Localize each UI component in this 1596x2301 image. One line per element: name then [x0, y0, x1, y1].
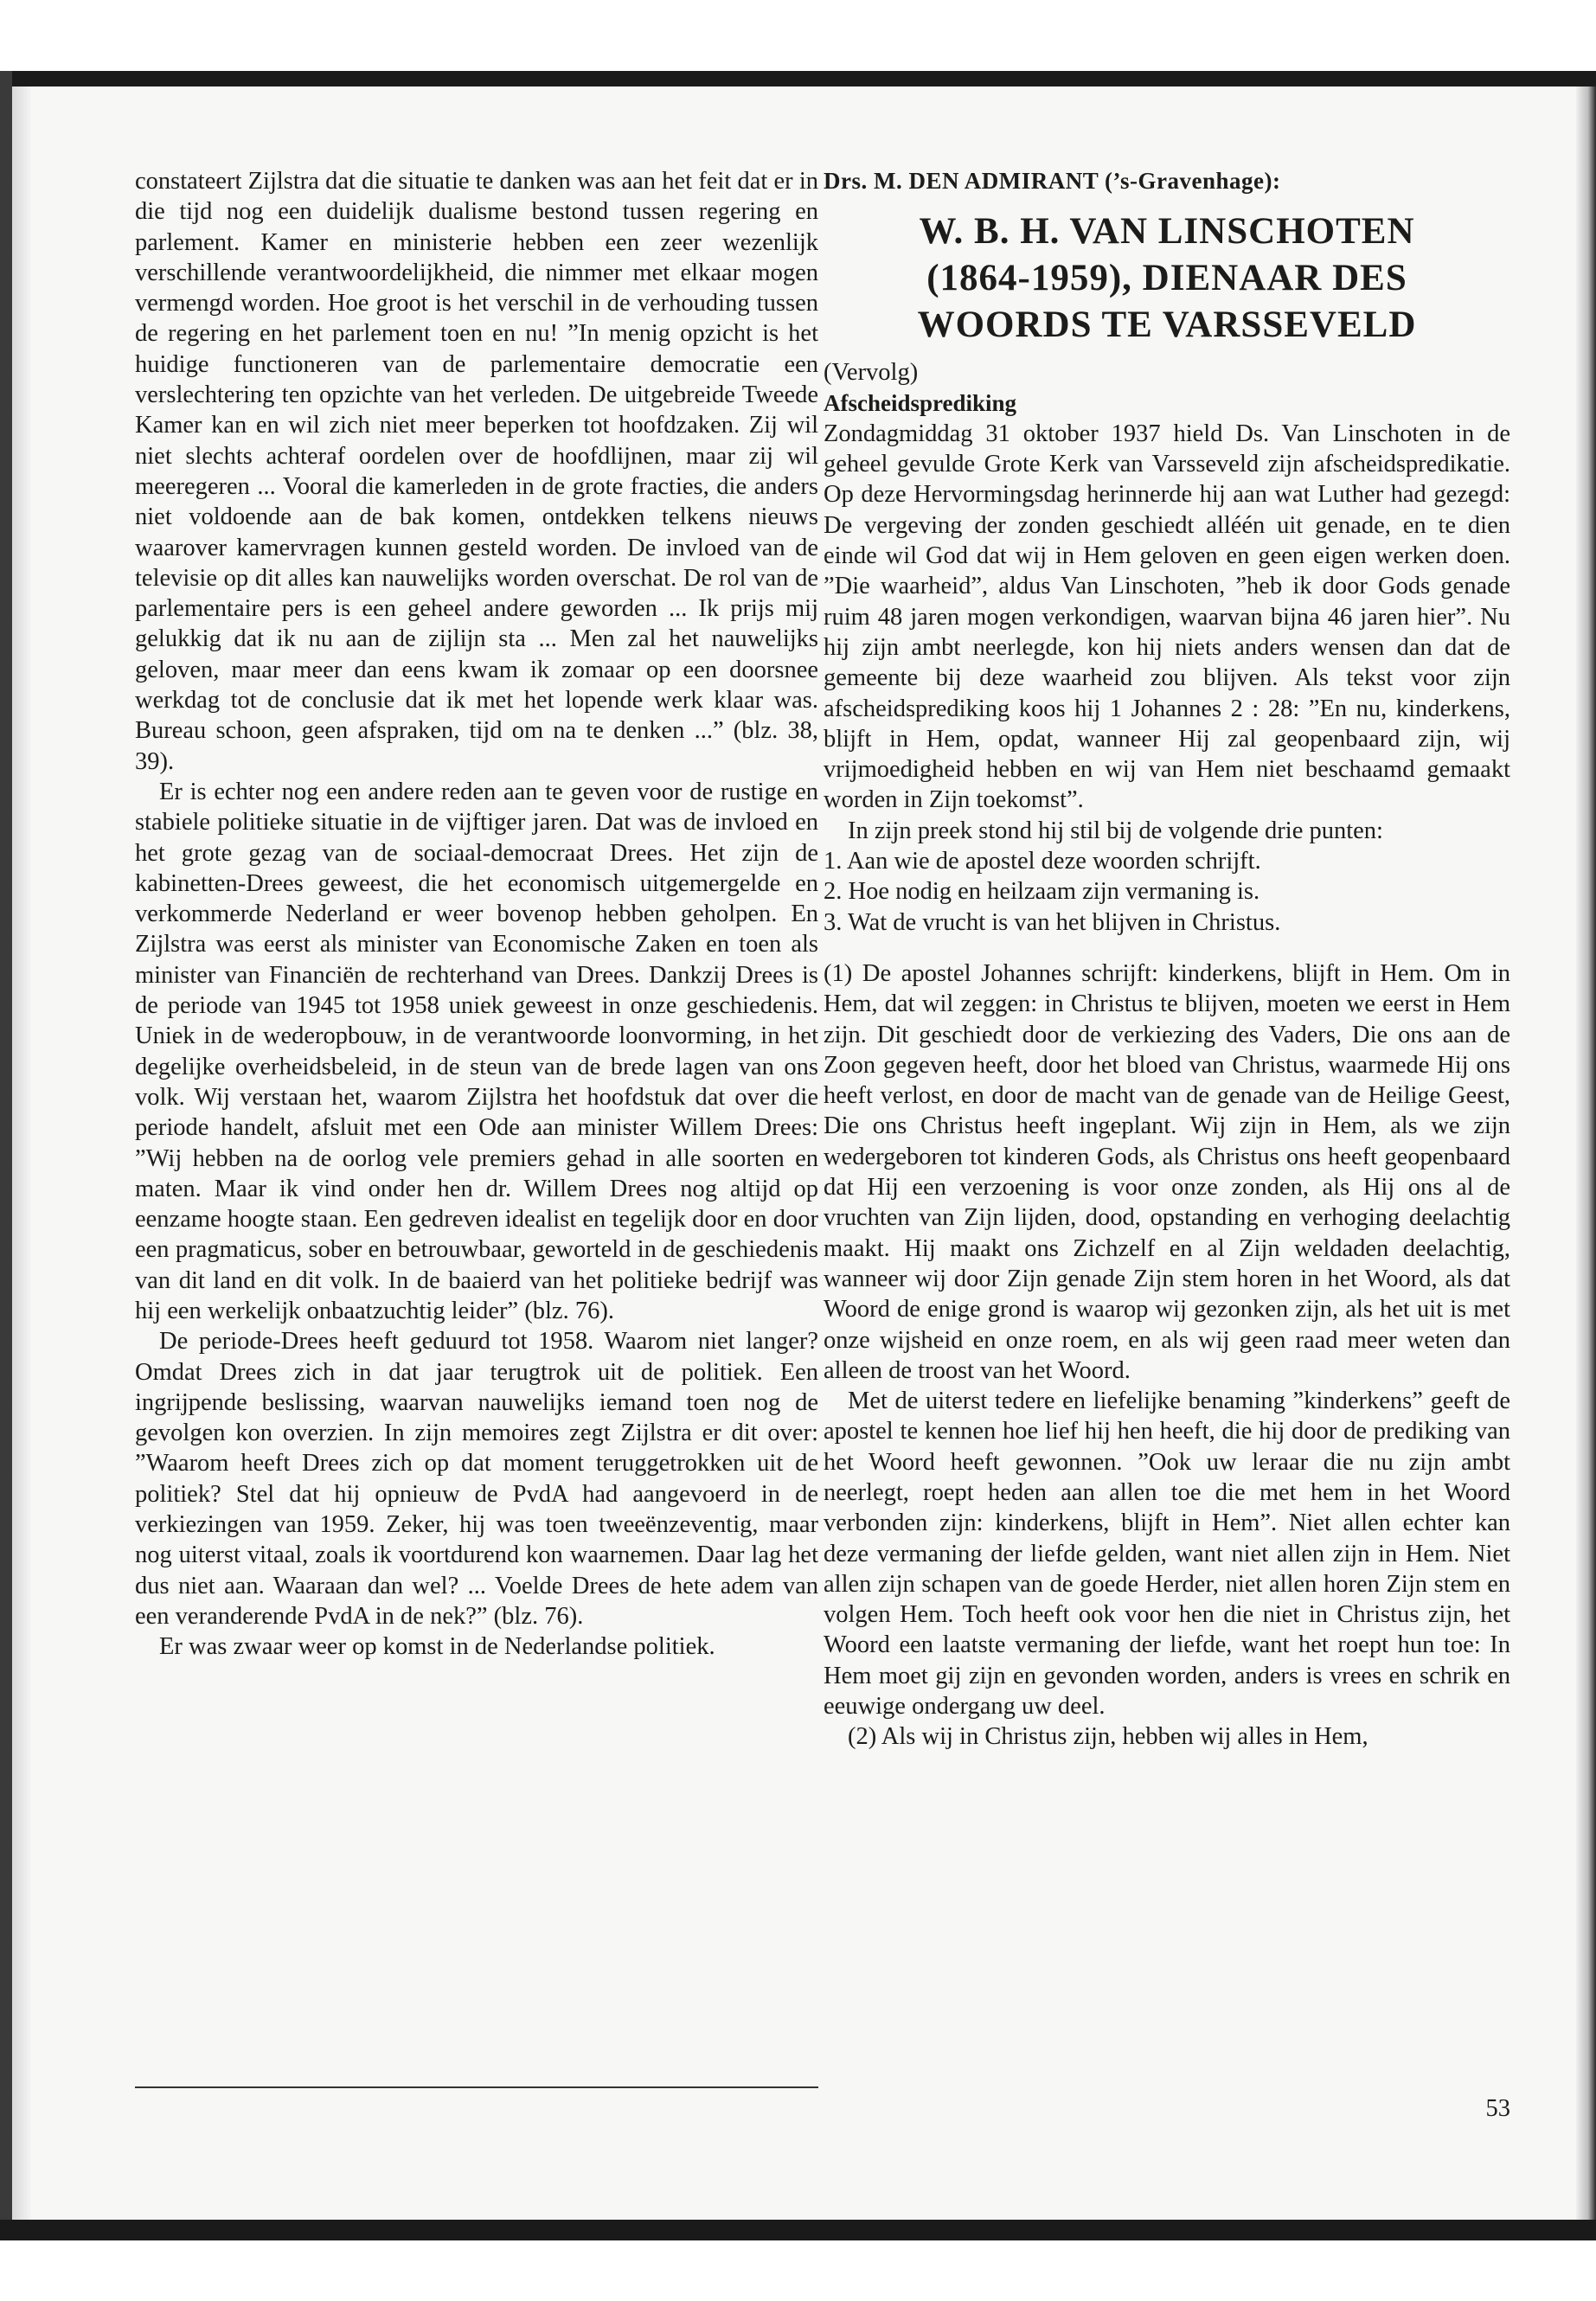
sermon-point: 3. Wat de vrucht is van het blijven in Christus. [824, 908, 1281, 936]
left-paragraph: Er was zwaar weer op komst in de Nederlandse politiek. [159, 1633, 715, 1661]
paragraph-gap [824, 938, 1510, 958]
sermon-point: 1. Aan wie de apostel deze woorden schrijft. [824, 848, 1261, 875]
sermon-point: 2. Hoe nodig en heilzaam zijn vermaning is. [824, 878, 1260, 906]
title-line: (1864-1959), DIENAAR DES [926, 258, 1407, 299]
section-heading: Afscheidsprediking [824, 389, 1017, 416]
left-paragraph: constateert Zijlstra dat die situatie te danken was aan het feit dat er in die tijd nog een duidelijk dualisme bestond tussen regering en parlement. Kamer en ministerie hebben een zeer wezenlijk verschillende verantwoordelijkheid, die nimmer met elkaar mogen vermengd worden. Hoe groot is het verschil in de verhouding tussen de regering en het parlement toen en nu! ”In menig opzicht is het huidige functioneren van de parlementaire democratie een verslechtering ten opzichte van het verleden. De uitgebreide Tweede Kamer kan en wil zich niet meer beperken tot hoofdzaken. Zij wil niet slechts achteraf oordelen over de hoofdlijnen, maar zij wil meeregeren ... Vooral die kamerleden in de grote fracties, die anders niet voldoende aan de bak komen, ontdekken telkens nieuws waarover kamervragen kunnen gesteld worden. De invloed van de televisie op dit alles kan nauwelijks worden overschat. De rol van de parlementaire pers is een geheel andere geworden ... Ik prijs mij gelukkig dat ik nu aan de zijlijn sta ... Men zal het nauwelijks geloven, maar meer dan eens kwam ik zomaar op een doorsnee werkdag tot de conclusie dat ik met het lopende werk klaar was. Bureau schoon, geen afspraken, tijd om na te denken ...” (blz. 38, 39). [135, 168, 818, 775]
left-paragraph: Er is echter nog een andere reden aan te geven voor de rustige en stabiele politieke situatie in de vijftiger jaren. Dat was de invloed en het grote gezag van de sociaal-democraat Drees. Het zijn de kabinetten-Drees geweest, die het economisch uitgemergelde en verkommerde Nederland er weer bovenop hebben geholpen. En Zijlstra was eerst als minister van Economische Zaken en toen als minister van Financiën de rechterhand van Drees. Dankzij Drees is de periode van 1945 tot 1958 uniek geweest in onze geschiedenis. Uniek in de wederopbouw, in de verantwoorde loonvorming, in het degelijke overheidsbeleid, in de steun van de brede lagen van ons volk. Wij verstaan het, waarom Zijlstra het hoofdstuk dat over die periode handelt, afsluit met een Ode aan minister Willem Drees: ”Wij hebben na de oorlog vele premiers gehad in alle soorten en maten. Maar ik vind onder hen dr. Willem Drees nog altijd op eenzame hoogte staan. Een gedreven idealist en tegelijk door en door een pragmaticus, sober en betrouwbaar, geworteld in de geschiedenis van dit land en dit volk. In de baaierd van het politieke bedrijf was hij een werkelijk onbaatzuchtig leider” (blz. 76). [135, 778, 818, 1324]
magazine-page [31, 87, 1576, 2220]
article-subtitle: (Vervolg) [824, 359, 919, 387]
right-paragraph: (1) De apostel Johannes schrijft: kinderkens, blijft in Hem. Om in Hem, dat wil zeggen: in Christus te blijven, moeten we eerst in Hem zijn. Dit geschiedt door de verkiezing des Vaders, Die ons aan de Zoon gegeven heeft, door het bloed van Christus, waarmede Hij ons heeft verlost, en door de macht van de genade van de Heilige Geest, Die ons Christus heeft ingeplant. Wij zijn in Hem, als we zijn wedergeboren tot kinderen Gods, als Christus ons heeft geopenbaard dat Hij een verzoening is voor onze zonden, als Hij ons al de vruchten van Zijn lijden, dood, opstanding en verhoging deelachtig maakt. Hij maakt ons Zichzelf en al Zijn weldaden deelachtig, wanneer wij door Zijn genade Zijn stem horen in het Woord, als dat Woord de enige grond is waarop wij gezonken zijn, als het uit is met onze wijsheid en onze roem, en als wij geen raad meer weten dan alleen de troost van het Woord. [824, 959, 1510, 1384]
scan-border-top [0, 71, 1596, 87]
sermon-points [824, 846, 1510, 938]
scan-border-bottom [0, 2220, 1596, 2240]
book-gutter [12, 87, 31, 2220]
right-paragraph: In zijn preek stond hij stil bij de volgende drie punten: [848, 817, 1383, 844]
right-paragraph: (2) Als wij in Christus zijn, hebben wij alles in Hem, [848, 1723, 1368, 1751]
title-line: WOORDS TE VARSSEVELD [917, 304, 1417, 346]
right-paragraph: Zondagmiddag 31 oktober 1937 hield Ds. Van Linschoten in de geheel gevulde Grote Kerk van Varsseveld zijn afscheidspredikatie. Op deze Hervormingsdag herinnerde hij aan wat Luther had gezegd: De vergeving der zonden geschiedt alléén uit genade, en te dien einde wil God dat wij in Hem geloven en geen eigen werken doen. ”Die waarheid”, aldus Van Linschoten, ”heb ik door Gods genade ruim 48 jaren mogen verkondigen, waarvan bijna 46 jaren hier”. Nu hij zijn ambt neerlegde, kon hij niets anders wensen dan dat de gemeente bij deze waarheid zou blijven. Als tekst voor zijn afscheidsprediking koos hij 1 Johannes 2 : 28: ”En nu, kinderkens, blijft in Hem, opdat, wanneer Hij zal geopenbaard zijn, wij vrijmoedigheid hebben en wij van Hem niet beschaamd gemaakt worden in Zijn toekomst”. [824, 420, 1510, 814]
article-title [824, 208, 1510, 349]
title-line: W. B. H. VAN LINSCHOTEN [919, 211, 1415, 253]
right-paragraph: Met de uiterst tedere en liefelijke benaming ”kinderkens” geeft de apostel te kennen hoe lief hij hen heeft, die hij door de prediking van het Woord heeft gewonnen. ”Ook uw leraar die nu zijn ambt neerlegt, roept heden aan allen toe die met hem in het Woord verbonden zijn: kinderkens, blijft in Hem”. Niet allen echter kan deze vermaning der liefde gelden, want niet allen zijn in Hem. Niet allen zijn schapen van de goede Herder, niet allen horen Zijn stem en volgen Hem. Toch heeft ook voor hen die niet in Christus zijn, het Woord een laatste vermaning der liefde, want het roept hun toe: In Hem moet gij zijn en gevonden worden, anders is vrees en schrik en eeuwige ondergang uw deel. [824, 1388, 1510, 1721]
left-paragraph: De periode-Drees heeft geduurd tot 1958. Waarom niet langer? Omdat Drees zich in dat jaar terugtrok uit de politiek. Een ingrijpende beslissing, waarvan nauwelijks iemand toen nog de gevolgen kon overzien. In zijn memoires zegt Zijlstra er dit over: ”Waarom heeft Drees zich op dat moment teruggetrokken uit de politiek? Stel dat hij opnieuw de PvdA had aangevoerd in de verkiezingen van 1959. Zeker, hij was toen tweeënzeventig, maar nog uiterst vitaal, zoals ik voortdurend kon waarnemen. Daar lag het dus niet aan. Waaraan dan wel? ... Voelde Drees de hete adem van een veranderende PvdA in de nek?” (blz. 76). [135, 1328, 818, 1630]
footnote-rule [135, 2086, 818, 2088]
scan-border-left [0, 71, 12, 2240]
right-column [824, 166, 1510, 1753]
page-number: 53 [1485, 2095, 1510, 2122]
article-author: Drs. M. DEN ADMIRANT (’s-Gravenhage): [824, 168, 1281, 194]
book-edge-right [1576, 87, 1596, 2220]
left-column [135, 166, 818, 1663]
